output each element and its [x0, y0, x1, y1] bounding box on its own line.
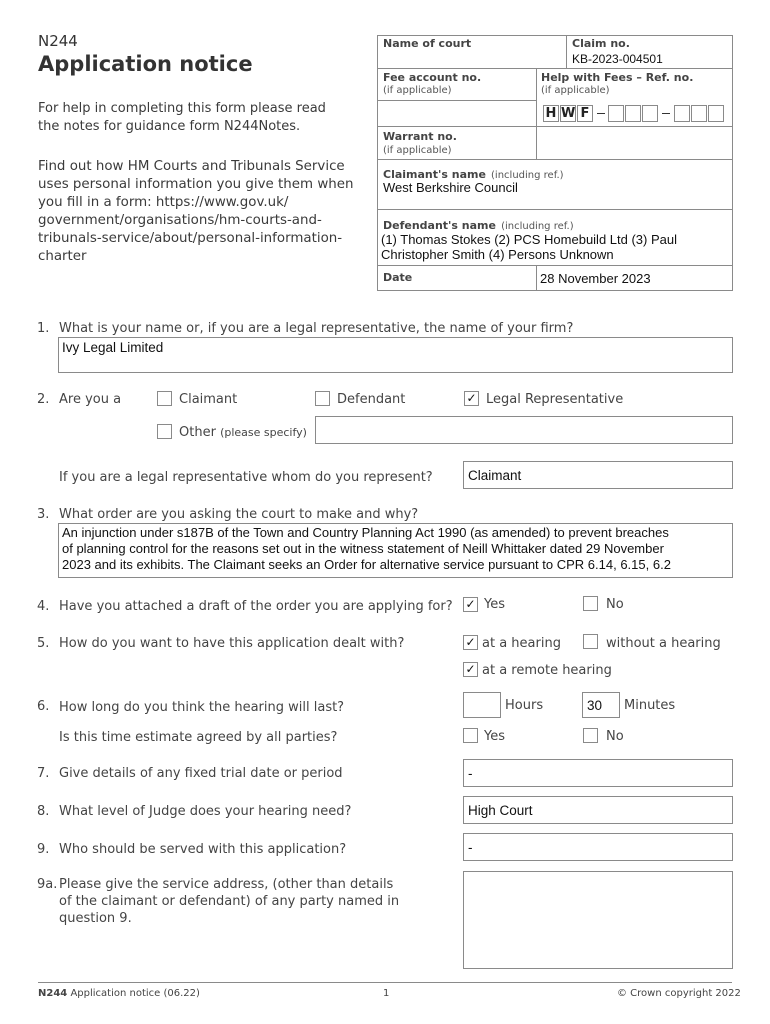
divider: [566, 35, 567, 69]
represent-answer: Claimant: [468, 468, 522, 483]
q9-text: Who should be served with this application?: [59, 842, 347, 857]
q8-answer-box[interactable]: [463, 796, 733, 824]
claimant-checkbox[interactable]: [157, 391, 172, 406]
q7-number: 7.: [37, 766, 50, 781]
without-hearing-label: without a hearing: [606, 636, 721, 651]
claimant-checkbox-label: Claimant: [179, 392, 238, 407]
claimant-sub: (including ref.): [491, 170, 564, 181]
defendant-name-heading: [383, 214, 574, 233]
q1-answer-box[interactable]: [58, 337, 733, 373]
warrant-sub: (if applicable): [383, 145, 452, 156]
q6-text: How long do you think the hearing will last?: [59, 700, 345, 715]
defendant-value-line2[interactable]: Christopher Smith (4) Persons Unknown: [381, 247, 614, 262]
hours-input[interactable]: [463, 692, 501, 718]
q3-answer-line2: of planning control for the reasons set out in the witness statement of Neill Whittaker dated 29 November: [62, 541, 664, 556]
other-specify-input[interactable]: [315, 416, 733, 444]
agreed-no-label: No: [606, 729, 624, 744]
privacy-text: Find out how HM Courts and Tribunals Service uses personal information you give them when you fill in a form: https://www.gov.uk/ government/organisations/hm-courts-and- tribunals-service/about/personal-information- charter: [38, 159, 354, 264]
q3-answer-line1: An injunction under s187B of the Town and Country Planning Act 1990 (as amended) to prevent breaches: [62, 525, 669, 540]
q3-answer-line3: 2023 and its exhibits. The Claimant seeks an Order for alternative service pursuant to CPR 6.14, 6.15, 6.2: [62, 557, 671, 572]
other-sub: (please specify): [220, 426, 307, 439]
q2-text: Are you a: [59, 392, 122, 407]
q9-answer-box[interactable]: [463, 833, 733, 861]
remote-hearing-label: at a remote hearing: [482, 663, 612, 678]
defendant-label: Defendant's name: [383, 219, 496, 232]
q7-text: Give details of any fixed trial date or period: [59, 766, 343, 781]
q7-answer: -: [468, 766, 473, 781]
legal-rep-checkbox[interactable]: ✓: [464, 391, 479, 406]
q2-number: 2.: [37, 392, 50, 407]
q4-no-label: No: [606, 597, 624, 612]
warrant-label: Warrant no.: [383, 130, 457, 143]
claim-no-value[interactable]: KB-2023-004501: [572, 52, 663, 66]
remote-hearing-checkbox[interactable]: ✓: [463, 662, 478, 677]
represent-answer-box[interactable]: [463, 461, 733, 489]
agreed-no-checkbox[interactable]: [583, 728, 598, 743]
q9-answer: -: [468, 840, 473, 855]
footer-form-label: [38, 988, 200, 999]
q6-number: 6.: [37, 699, 50, 714]
q4-number: 4.: [37, 599, 50, 614]
minutes-input[interactable]: [582, 692, 620, 718]
page-number: 1: [383, 988, 390, 999]
hwf-dash: [662, 113, 670, 114]
help-with-fees-label: Help with Fees – Ref. no.: [541, 71, 694, 84]
minutes-value: 30: [587, 698, 603, 713]
footer-divider: [38, 982, 732, 983]
q4-yes-label: Yes: [484, 597, 505, 612]
defendant-checkbox-label: Defendant: [337, 392, 406, 407]
q8-answer: High Court: [468, 803, 533, 818]
hwf-input-cell[interactable]: [691, 105, 707, 122]
defendant-sub: (including ref.): [501, 221, 574, 232]
help-with-fees-sub: (if applicable): [541, 85, 610, 96]
q1-text: What is your name or, if you are a legal representative, the name of your firm?: [59, 321, 574, 336]
hwf-input-cell[interactable]: [708, 105, 724, 122]
q3-number: 3.: [37, 507, 50, 522]
hwf-input-cell[interactable]: [642, 105, 658, 122]
other-checkbox-label: [179, 425, 307, 440]
q9a-answer-box[interactable]: [463, 871, 733, 969]
claimant-label: Claimant's name: [383, 168, 486, 181]
hwf-input-cell[interactable]: [674, 105, 690, 122]
hwf-dash: [597, 113, 605, 114]
q8-text: What level of Judge does your hearing need?: [59, 804, 352, 819]
hwf-cell-w: W: [561, 106, 576, 121]
date-label: Date: [383, 271, 413, 284]
q1-number: 1.: [37, 321, 50, 336]
divider: [377, 68, 733, 69]
other-label: Other: [179, 425, 216, 440]
divider: [377, 209, 733, 210]
divider: [377, 100, 537, 101]
name-of-court-label: Name of court: [383, 37, 472, 50]
q6-agreed-text: Is this time estimate agreed by all parties?: [59, 730, 338, 745]
minutes-label: Minutes: [624, 698, 676, 713]
q5-text: How do you want to have this application dealt with?: [59, 636, 405, 651]
page-title: Application notice: [38, 52, 253, 76]
hwf-input-cell[interactable]: [608, 105, 624, 122]
q1-answer: Ivy Legal Limited: [62, 340, 164, 355]
hwf-cell-f: F: [577, 105, 593, 122]
q3-answer-box[interactable]: [58, 523, 733, 578]
q4-no-checkbox[interactable]: [583, 596, 598, 611]
q4-yes-checkbox[interactable]: ✓: [463, 597, 478, 612]
divider: [377, 126, 733, 127]
hours-label: Hours: [505, 698, 544, 713]
agreed-yes-checkbox[interactable]: [463, 728, 478, 743]
divider: [536, 265, 537, 291]
hwf-cell-h: H: [543, 105, 559, 122]
q8-number: 8.: [37, 804, 50, 819]
hearing-label: at a hearing: [482, 636, 561, 651]
hearing-checkbox[interactable]: ✓: [463, 635, 478, 650]
q9a-number: 9a.: [37, 877, 58, 892]
claimant-value[interactable]: West Berkshire Council: [383, 180, 518, 195]
date-value[interactable]: 28 November 2023: [540, 271, 651, 286]
represent-text: If you are a legal representative whom do you represent?: [59, 470, 433, 485]
defendant-value-line1[interactable]: (1) Thomas Stokes (2) PCS Homebuild Ltd (3) Paul: [381, 232, 677, 247]
legal-rep-checkbox-label: Legal Representative: [486, 392, 624, 407]
q4-text: Have you attached a draft of the order you are applying for?: [59, 599, 453, 614]
agreed-yes-label: Yes: [484, 729, 505, 744]
q9a-line1: Please give the service address, (other than details: [59, 877, 394, 892]
other-checkbox[interactable]: [157, 424, 172, 439]
q9-number: 9.: [37, 842, 50, 857]
divider: [536, 68, 537, 160]
divider: [377, 265, 733, 266]
hwf-input-cell[interactable]: [625, 105, 641, 122]
fee-account-sub: (if applicable): [383, 85, 452, 96]
q9a-line2: of the claimant or defendant) of any party named in: [59, 894, 400, 909]
footer-code: N244: [38, 988, 68, 999]
divider: [377, 159, 733, 160]
form-code: N244: [38, 32, 78, 50]
q9a-line3: question 9.: [59, 911, 132, 926]
help-text: For help in completing this form please read the notes for guidance form N244Notes.: [38, 101, 326, 134]
claim-no-label: Claim no.: [572, 37, 630, 50]
defendant-checkbox[interactable]: [315, 391, 330, 406]
copyright: © Crown copyright 2022: [617, 988, 741, 999]
q5-number: 5.: [37, 636, 50, 651]
q7-answer-box[interactable]: [463, 759, 733, 787]
fee-account-label: Fee account no.: [383, 71, 482, 84]
q3-text: What order are you asking the court to make and why?: [59, 507, 419, 522]
footer-label: Application notice (06.22): [70, 988, 200, 999]
without-hearing-checkbox[interactable]: [583, 634, 598, 649]
